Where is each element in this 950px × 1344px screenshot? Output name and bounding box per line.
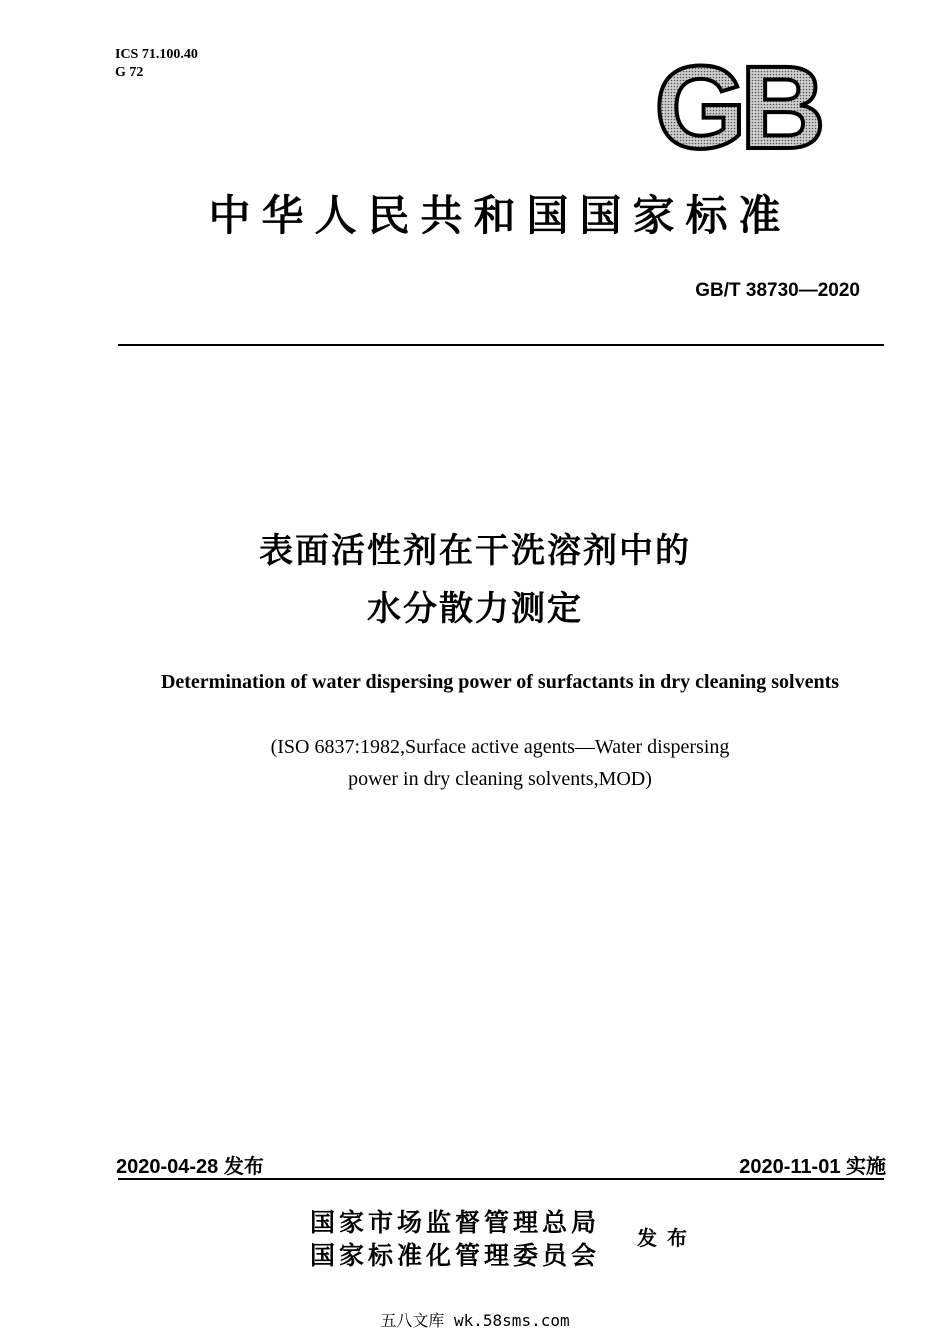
classification-codes xyxy=(115,46,198,82)
header-divider xyxy=(118,344,884,346)
implementation-date: 2020-11-01 实施 xyxy=(739,1156,886,1178)
footer-divider xyxy=(118,1178,884,1180)
title-cn-line2: 水分散力测定 xyxy=(367,589,583,629)
issue-date: 2020-04-28 发布 xyxy=(116,1156,264,1178)
issuer-sac: 国家标准化管理委员会 xyxy=(310,1241,601,1270)
issuing-authorities xyxy=(310,1206,600,1272)
issue-action: 发布 xyxy=(637,1226,697,1250)
gb-logo xyxy=(640,58,834,158)
ics-code: ICS 71.100.40 xyxy=(115,47,198,62)
watermark: 五八文库 wk.58sms.com xyxy=(380,1311,570,1330)
national-standard-title: 中华人民共和国国家标准 xyxy=(208,191,792,240)
title-en: Determination of water dispersing power of surfactants in dry cleaning solvents xyxy=(160,671,840,693)
iso-reference-line2: power in dry cleaning solvents,MOD) xyxy=(348,768,652,790)
issuer-samr: 国家市场监督管理总局 xyxy=(310,1208,601,1237)
iso-reference-line1: (ISO 6837:1982,Surface active agents—Water dispersing xyxy=(270,736,730,758)
svg-text:GB: GB xyxy=(654,58,820,158)
ccs-code: G 72 xyxy=(115,65,144,80)
standard-number: GB/T 38730—2020 xyxy=(695,280,860,301)
title-cn-line1: 表面活性剂在干洗溶剂中的 xyxy=(259,531,691,571)
